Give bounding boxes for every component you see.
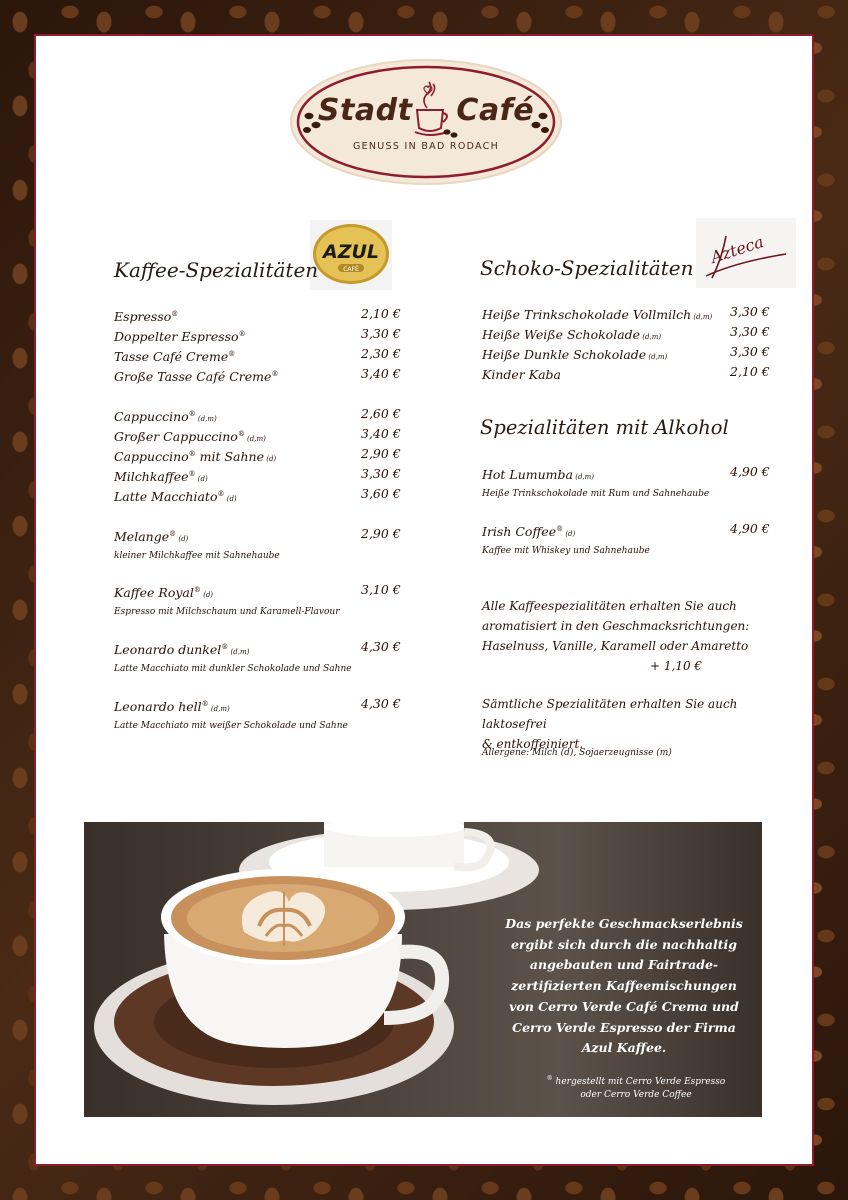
item-description: Heiße Trinkschokolade mit Rum und Sahnehaube xyxy=(482,489,710,499)
item-description: Latte Macchiato mit dunkler Schokolade und Sahne xyxy=(114,664,352,674)
azteca-wordmark: Azteca xyxy=(708,232,766,267)
item-price: 4,90 € xyxy=(730,464,770,479)
item-description: Espresso mit Milchschaum und Karamell-Flavour xyxy=(114,607,340,617)
item-name: Cappuccino® (d,m) xyxy=(114,409,217,424)
menu-item xyxy=(114,639,401,674)
menu-item xyxy=(114,466,401,485)
menu-item xyxy=(482,464,770,499)
item-price: 3,10 € xyxy=(361,582,401,597)
menu-item xyxy=(482,304,770,323)
menu-item xyxy=(482,364,770,383)
item-description: kleiner Milchkaffee mit Sahnehaube xyxy=(114,551,280,561)
alkohol-heading: Spezialitäten mit Alkohol xyxy=(480,416,729,439)
item-price: 2,10 € xyxy=(730,364,770,379)
logo-word-stadt: Stadt xyxy=(317,93,413,128)
lactose-note: Sämtliche Spezialitäten erhalten Sie auch laktosefrei & entkoffeiniert. xyxy=(482,697,738,751)
item-price: 3,40 € xyxy=(361,426,401,441)
logo-word-cafe: Café xyxy=(456,93,535,128)
menu-item xyxy=(114,582,401,617)
item-price: 4,30 € xyxy=(361,639,401,654)
item-price: 3,30 € xyxy=(361,326,401,341)
item-name: Leonardo hell® (d,m) xyxy=(114,699,230,714)
item-price: 2,30 € xyxy=(361,346,401,361)
menu-item xyxy=(114,486,401,505)
cappuccino-photo xyxy=(84,822,762,1117)
item-name: Hot Lumumba (d,m) xyxy=(482,467,595,482)
menu-item xyxy=(114,326,401,345)
item-price: 3,30 € xyxy=(730,324,770,339)
azul-wordmark: AZUL xyxy=(322,241,380,263)
item-price: 4,30 € xyxy=(361,696,401,711)
item-name: Milchkaffee® (d) xyxy=(114,469,208,484)
logo-title xyxy=(289,93,563,128)
item-name: Heiße Weiße Schokolade (d,m) xyxy=(482,327,662,342)
item-name: Cappuccino® mit Sahne (d) xyxy=(114,449,277,464)
item-description: Kaffee mit Whiskey und Sahnehaube xyxy=(482,546,650,556)
menu-item xyxy=(114,426,401,445)
menu-item xyxy=(114,366,401,385)
item-price: 3,30 € xyxy=(730,304,770,319)
item-price: 3,30 € xyxy=(730,344,770,359)
item-price: 2,90 € xyxy=(361,446,401,461)
menu-item xyxy=(114,526,401,561)
item-price: 2,10 € xyxy=(361,306,401,321)
photo-caption: Das perfekte Geschmackserlebnis ergibt sich durch die nachhaltig angebauten und Fairtrade- zertifizierten Kaffeemischungen von Cerro Verde Café Crema und Cerro Verde Espresso der Firma Azul Kaffee. xyxy=(505,916,743,1056)
item-name: Kaffee Royal® (d) xyxy=(114,585,214,600)
stadt-cafe-logo xyxy=(289,58,563,186)
item-description: Latte Macchiato mit weißer Schokolade und Sahne xyxy=(114,721,348,731)
menu-card xyxy=(34,34,814,1166)
azul-cafe-label: CAFÉ xyxy=(343,266,359,273)
item-name: Irish Coffee® (d) xyxy=(482,524,576,539)
logo-tagline: GENUSS IN BAD RODACH xyxy=(352,141,500,152)
item-name: Tasse Café Creme® xyxy=(114,349,236,364)
menu-item xyxy=(114,406,401,425)
menu-item xyxy=(114,446,401,465)
menu-item xyxy=(114,346,401,365)
item-price: 3,60 € xyxy=(361,486,401,501)
kaffee-heading: Kaffee-Spezialitäten xyxy=(114,258,319,282)
azteca-logo xyxy=(696,218,796,288)
item-name: Kinder Kaba xyxy=(482,367,561,382)
item-price: 3,30 € xyxy=(361,466,401,481)
menu-item xyxy=(114,696,401,731)
item-name: Heiße Trinkschokolade Vollmilch (d,m) xyxy=(482,307,713,322)
item-price: 2,60 € xyxy=(361,406,401,421)
menu-item xyxy=(482,521,770,556)
item-name: Melange® (d) xyxy=(114,529,189,544)
azul-cafe-logo xyxy=(310,220,392,290)
item-name: Heiße Dunkle Schokolade (d,m) xyxy=(482,347,668,362)
item-price: 3,40 € xyxy=(361,366,401,381)
item-name: Latte Macchiato® (d) xyxy=(114,489,237,504)
aroma-price: + 1,10 € xyxy=(650,659,703,673)
photo-footnote: ® hergestellt mit Cerro Verde Espresso oder Cerro Verde Coffee xyxy=(546,1075,726,1100)
menu-item xyxy=(482,324,770,343)
item-name: Leonardo dunkel® (d,m) xyxy=(114,642,250,657)
schoko-heading: Schoko-Spezialitäten xyxy=(480,256,694,280)
allergen-legend: Allergene: Milch (d), Sojaerzeugnisse (m) xyxy=(482,748,672,758)
item-price: 4,90 € xyxy=(730,521,770,536)
item-name: Doppelter Espresso® xyxy=(114,329,246,344)
menu-item xyxy=(114,306,401,325)
item-name: Espresso® xyxy=(114,309,179,324)
item-name: Große Tasse Café Creme® xyxy=(114,369,279,384)
item-name: Großer Cappuccino® (d,m) xyxy=(114,429,266,444)
item-price: 2,90 € xyxy=(361,526,401,541)
aroma-note: Alle Kaffeespezialitäten erhalten Sie auch aromatisiert in den Geschmacksrichtungen: Haselnuss, Vanille, Karamell oder Amaretto + 1,10 € xyxy=(482,596,782,676)
menu-item xyxy=(482,344,770,363)
